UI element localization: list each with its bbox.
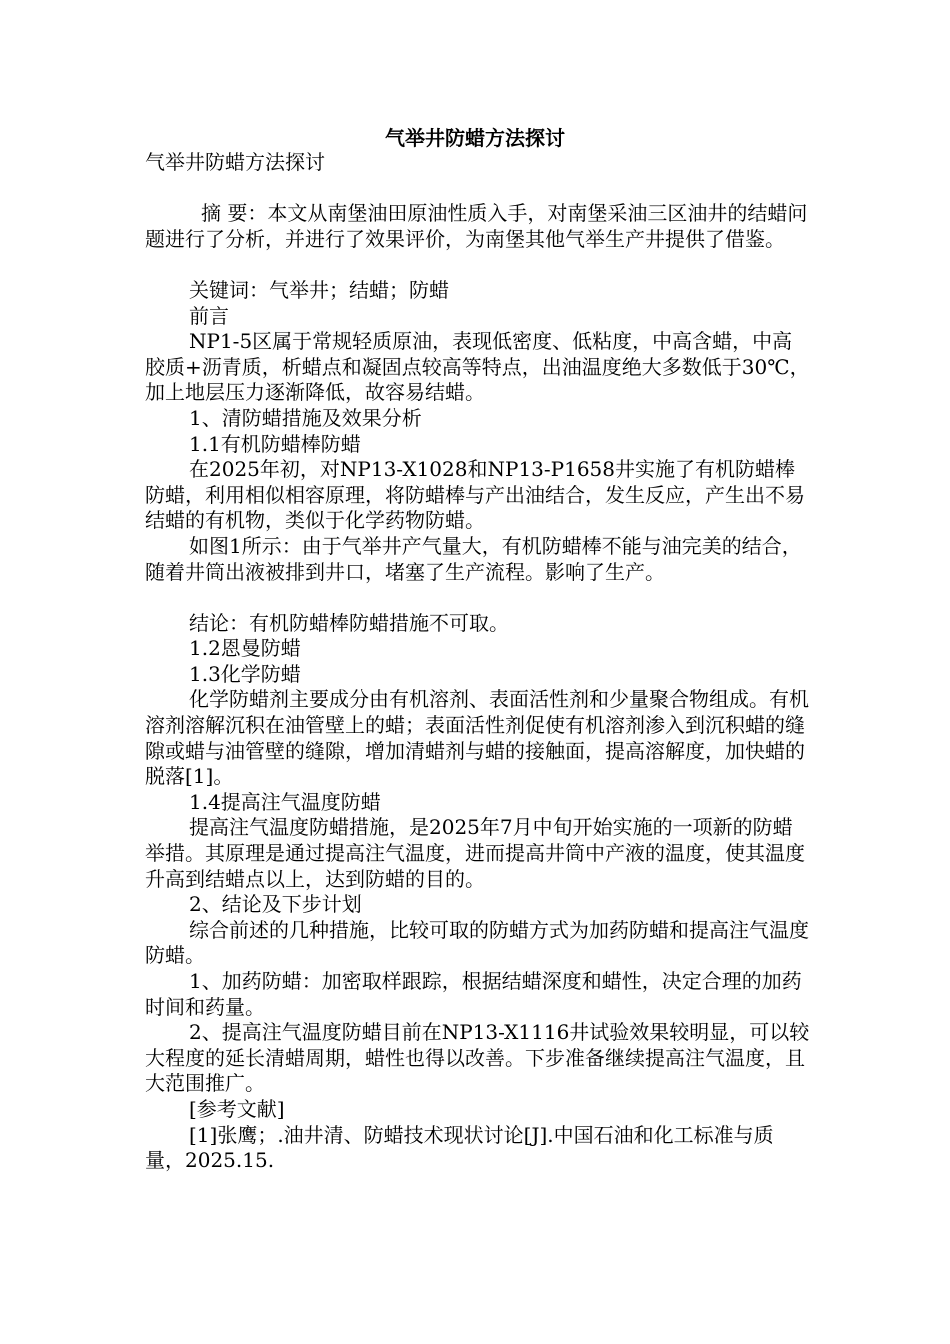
section-2-paragraph-3: 2、提高注气温度防蜡目前在NP13-X1116井试验效果较明显，可以较大程度的延长清蜡周期，蜡性也得以改善。下步准备继续提高注气温度，且大范围推广。: [145, 1020, 810, 1096]
document-body: [145, 150, 810, 1174]
section-1-3-paragraph: 化学防蜡剂主要成分由有机溶剂、表面活性剂和少量聚合物组成。有机溶剂溶解沉积在油管壁上的蜡；表面活性剂促使有机溶剂渗入到沉积蜡的缝隙或蜡与油管壁的缝隙，增加清蜡剂与蜡的接触面，提高溶解度，加快蜡的脱落[1]。: [145, 687, 809, 789]
section-1-1-paragraph-2: 如图1所示：由于气举井产气量大，有机防蜡棒不能与油完美的结合，随着井筒出液被排到井口，堵塞了生产流程。影响了生产。: [145, 533, 802, 584]
section-1-2-heading: 1.2恩曼防蜡: [189, 636, 301, 661]
spacer: [145, 252, 810, 278]
spacer: [145, 176, 810, 202]
section-1-1-heading: 1.1有机防蜡棒防蜡: [189, 431, 361, 456]
preface-paragraph: NP1-5区属于常规轻质原油，表现低密度、低粘度，中高含蜡，中高胶质+沥青质，析蜡点和凝固点较高等特点，出油温度绝大多数低于30℃，加上地层压力逐渐降低，故容易结蜡。: [145, 329, 810, 405]
section-2-heading: 2、结论及下步计划: [189, 892, 362, 917]
reference-item: [1]张鹰；.油井清、防蜡技术现状讨论[J].中国石油和化工标准与质量，2025.15.: [145, 1122, 774, 1173]
references-heading: [参考文献]: [189, 1096, 285, 1121]
section-1-1-paragraph-1: 在2025年初，对NP13-X1028和NP13-P1658井实施了有机防蜡棒防蜡，利用相似相容原理，将防蜡棒与产出油结合，发生反应，产生出不易结蜡的有机物，类似于化学药物防蜡。: [145, 457, 805, 533]
section-1-3-heading: 1.3化学防蜡: [189, 661, 301, 686]
spacer: [145, 585, 810, 611]
section-1-heading: 1、清防蜡措施及效果分析: [189, 405, 422, 430]
document-subtitle: 气举井防蜡方法探讨: [145, 150, 325, 174]
abstract-paragraph: 摘 要：本文从南堡油田原油性质入手，对南堡采油三区油井的结蜡问题进行了分析，并进行了效果评价，为南堡其他气举生产井提供了借鉴。: [145, 201, 808, 251]
section-1-4-paragraph: 提高注气温度防蜡措施，是2025年7月中旬开始实施的一项新的防蜡举措。其原理是通过提高注气温度，进而提高井筒中产液的温度，使其温度升高到结蜡点以上，达到防蜡的目的。: [145, 815, 805, 891]
section-2-paragraph-1: 综合前述的几种措施，比较可取的防蜡方式为加药防蜡和提高注气温度防蜡。: [145, 917, 809, 968]
preface-heading: 前言: [189, 303, 229, 328]
document-title: 气举井防蜡方法探讨: [385, 126, 565, 150]
section-1-4-heading: 1.4提高注气温度防蜡: [189, 789, 381, 814]
keywords-line: 关键词：气举井；结蜡；防蜡: [189, 277, 449, 302]
section-1-1-conclusion: 结论：有机防蜡棒防蜡措施不可取。: [189, 610, 509, 635]
section-2-paragraph-2: 1、加药防蜡：加密取样跟踪，根据结蜡深度和蜡性，决定合理的加药时间和药量。: [145, 969, 802, 1019]
